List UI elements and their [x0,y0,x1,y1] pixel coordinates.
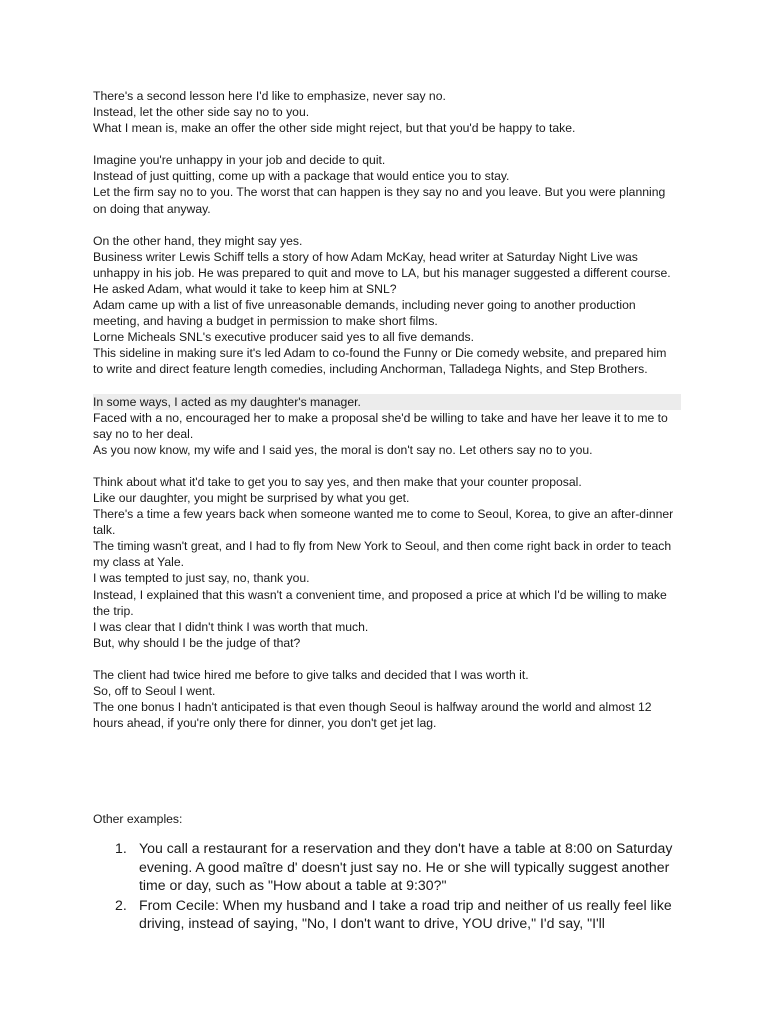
list-item-text: From Cecile: When my husband and I take a road trip and neither of us really feel like driving, instead of saying, "No, I don't want to drive, YOU drive," I'd say, "I'll [139,896,672,931]
text-line: The client had twice hired me before to give talks and decided that I was worth it. [93,667,529,682]
text-line: Faced with a no, encouraged her to make a proposal she'd be willing to take and have her leave it to me to say no to her deal. [93,410,668,441]
examples-list [93,839,673,934]
text-line: On the other hand, they might say yes. [93,233,303,248]
text-line: As you now know, my wife and I said yes, the moral is don't say no. Let others say no to you. [93,442,593,457]
text-line: I was tempted to just say, no, thank you. [93,571,310,586]
text-line: I was clear that I didn't think I was worth that much. [93,619,369,634]
list-item-number: 1. [115,840,127,856]
list-item-text: You call a restaurant for a reservation and they don't have a table at 8:00 on Saturday evening. A good maître d' doesn't just say no. He or she will typically suggest another time or day, such as "How about a table at 9:30?" [139,840,673,893]
highlighted-text-line: In some ways, I acted as my daughter's manager. [93,394,681,410]
text-line: Like our daughter, you might be surprised by what you get. [93,490,410,505]
text-line: There's a second lesson here I'd like to emphasize, never say no. [93,89,446,103]
paragraph-6 [93,667,678,731]
examples-heading: Other examples: [93,812,183,826]
paragraph-3 [93,233,678,378]
text-line: Adam came up with a list of five unreasonable demands, including never going to another production meeting, and having a budget in permission to make short films. [93,298,636,329]
text-line: Think about what it'd take to get you to say yes, and then make that your counter proposal. [93,474,582,489]
text-line: Lorne Micheals SNL's executive producer said yes to all five demands. [93,330,475,345]
paragraph-5 [93,474,678,651]
paragraph-2 [93,152,678,216]
text-line: He asked Adam, what would it take to keep him at SNL? [93,281,397,296]
text-line: The one bonus I hadn't anticipated is that even though Seoul is halfway around the world and almost 12 hours ahead, if you're only there for dinner, you don't get jet lag. [93,700,652,731]
text-line: There's a time a few years back when someone wanted me to come to Seoul, Korea, to give an after-dinner talk. [93,507,674,538]
text-line: The timing wasn't great, and I had to fly from New York to Seoul, and then come right back in order to teach my class at Yale. [93,539,672,570]
text-line: Instead of just quitting, come up with a package that would entice you to stay. [93,169,510,184]
text-line: Let the firm say no to you. The worst that can happen is they say no and you leave. But you were planning on doing that anyway. [93,185,666,216]
list-item [93,839,673,895]
document-body [93,88,678,747]
text-line: What I mean is, make an offer the other side might reject, but that you'd be happy to take. [93,121,576,136]
paragraph-1 [93,88,678,136]
list-item [93,896,673,933]
text-line: Instead, let the other side say no to you. [93,105,310,120]
list-item-number: 2. [115,896,127,913]
text-line: Business writer Lewis Schiff tells a story of how Adam McKay, head writer at Saturday Night Live was unhappy in his job. He was prepared to quit and move to LA, but his manager suggested a different course. [93,249,671,280]
text-line: But, why should I be the judge of that? [93,635,301,650]
text-line: Imagine you're unhappy in your job and decide to quit. [93,153,386,168]
text-line: So, off to Seoul I went. [93,684,216,698]
text-line: This sideline in making sure it's led Adam to co-found the Funny or Die comedy website, and prepared him to write and direct feature length comedies, including Anchorman, Talladega Nights, and Step Brothers. [93,346,667,377]
paragraph-4 [93,394,678,458]
text-line: Instead, I explained that this wasn't a convenient time, and proposed a price at which I'd be willing to make the trip. [93,587,667,618]
